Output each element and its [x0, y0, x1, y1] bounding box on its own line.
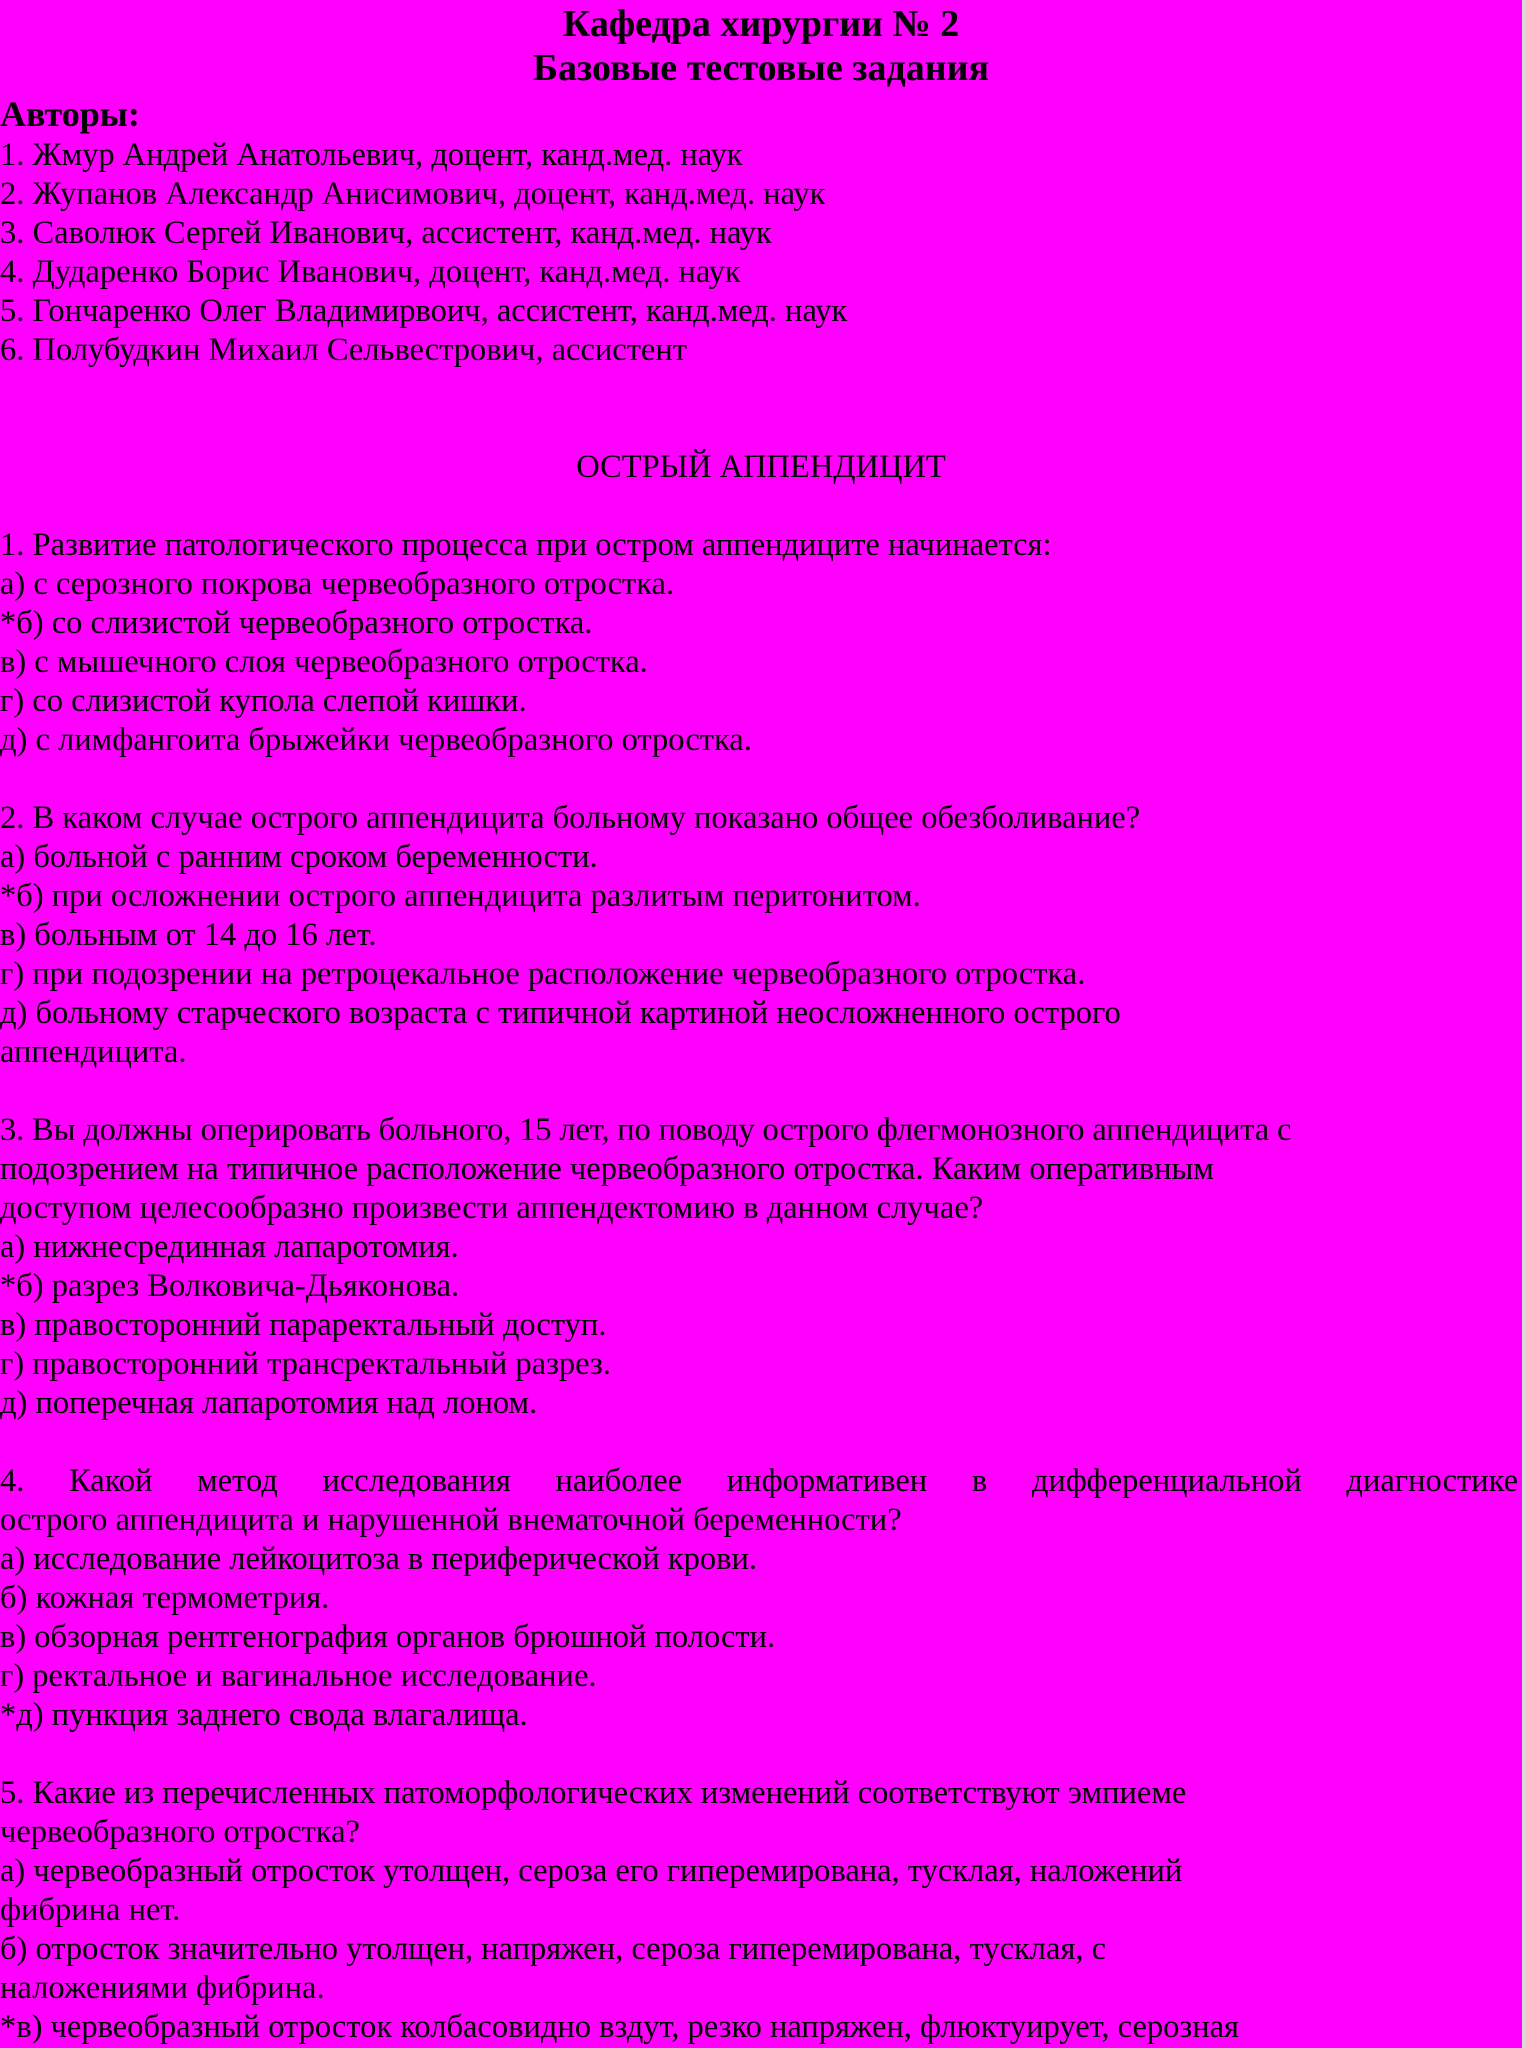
- answer-option-correct: *д) пункция заднего свода влагалища.: [0, 1697, 528, 1733]
- author-item: 2. Жупанов Александр Анисимович, доцент, канд.мед. наук: [0, 176, 826, 212]
- answer-option-correct: *б) со слизистой червеобразного отростка.: [0, 605, 593, 641]
- answer-option: г) ректальное и вагинальное исследование.: [0, 1658, 597, 1694]
- answer-option-continuation: аппендицита.: [0, 1034, 187, 1070]
- section-title: ОСТРЫЙ АППЕНДИЦИТ: [576, 449, 946, 485]
- question-text: подозрением на типичное расположение червеобразного отростка. Каким оперативным: [0, 1151, 1214, 1187]
- author-item: 4. Дударенко Борис Иванович, доцент, канд.мед. наук: [0, 254, 741, 290]
- document-subtitle: Базовые тестовые задания: [532, 47, 990, 89]
- answer-option: а) больной с ранним сроком беременности.: [0, 839, 598, 875]
- authors-heading: Авторы:: [0, 94, 140, 134]
- question-text: 5. Какие из перечисленных патоморфологических изменений соответствуют эмпиеме: [0, 1775, 1187, 1811]
- answer-option: в) правосторонний параректальный доступ.: [0, 1307, 607, 1343]
- author-item: 3. Саволюк Сергей Иванович, ассистент, канд.мед. наук: [0, 215, 772, 251]
- answer-option: г) со слизистой купола слепой кишки.: [0, 683, 527, 719]
- answer-option-continuation: фибрина нет.: [0, 1892, 181, 1928]
- answer-option: д) поперечная лапаротомия над лоном.: [0, 1385, 538, 1421]
- answer-option-correct: *б) разрез Волковича-Дьяконова.: [0, 1268, 460, 1304]
- answer-option: а) нижнесрединная лапаротомия.: [0, 1229, 459, 1265]
- answer-option: б) кожная термометрия.: [0, 1580, 330, 1616]
- answer-option: б) отросток значительно утолщен, напряжен, сероза гиперемирована, тусклая, с: [0, 1931, 1107, 1967]
- answer-option: д) с лимфангоита брыжейки червеобразного отростка.: [0, 722, 752, 758]
- author-item: 1. Жмур Андрей Анатольевич, доцент, канд.мед. наук: [0, 137, 743, 173]
- question-text: 3. Вы должны оперировать больного, 15 лет, по поводу острого флегмонозного аппендицита с: [0, 1112, 1292, 1148]
- question-text: 4. Какой метод исследования наиболее информативен в дифференциальной диагностике: [0, 1463, 1518, 1499]
- answer-option-continuation: наложениями фибрина.: [0, 1970, 325, 2006]
- answer-option: г) правосторонний транcректальный разрез.: [0, 1346, 611, 1382]
- answer-option: д) больному старческого возраста с типичной картиной неосложненного острого: [0, 995, 1121, 1031]
- question-text: 2. В каком случае острого аппендицита больному показано общее обезболивание?: [0, 800, 1141, 836]
- answer-option: а) исследование лейкоцитоза в периферической крови.: [0, 1541, 758, 1577]
- question-text: доступом целесообразно произвести аппендектомию в данном случае?: [0, 1190, 984, 1226]
- answer-option: в) больным от 14 до 16 лет.: [0, 917, 377, 953]
- question-text: 1. Развитие патологического процесса при остром аппендиците начинается:: [0, 527, 1052, 563]
- question-text: червеобразного отростка?: [0, 1814, 360, 1850]
- author-item: 5. Гончаренко Олег Владимирвоич, ассистент, канд.мед. наук: [0, 293, 848, 329]
- answer-option: в) обзорная рентгенография органов брюшной полости.: [0, 1619, 776, 1655]
- answer-option: г) при подозрении на ретроцекальное расположение червеобразного отростка.: [0, 956, 1086, 992]
- author-item: 6. Полубудкин Михаил Сельвестрович, ассистент: [0, 332, 687, 368]
- answer-option: а) с серозного покрова червеобразного отростка.: [0, 566, 675, 602]
- department-title: Кафедра хирургии № 2: [562, 3, 960, 45]
- question-text: острого аппендицита и нарушенной внематочной беременности?: [0, 1502, 902, 1538]
- answer-option-correct: *б) при осложнении острого аппендицита разлитым перитонитом.: [0, 878, 921, 914]
- answer-option: в) с мышечного слоя червеобразного отростка.: [0, 644, 648, 680]
- answer-option: а) червеобразный отросток утолщен, сероза его гиперемирована, тусклая, наложений: [0, 1853, 1183, 1889]
- answer-option-correct: *в) червеобразный отросток колбасовидно вздут, резко напряжен, флюктуирует, серозная: [0, 2009, 1239, 2045]
